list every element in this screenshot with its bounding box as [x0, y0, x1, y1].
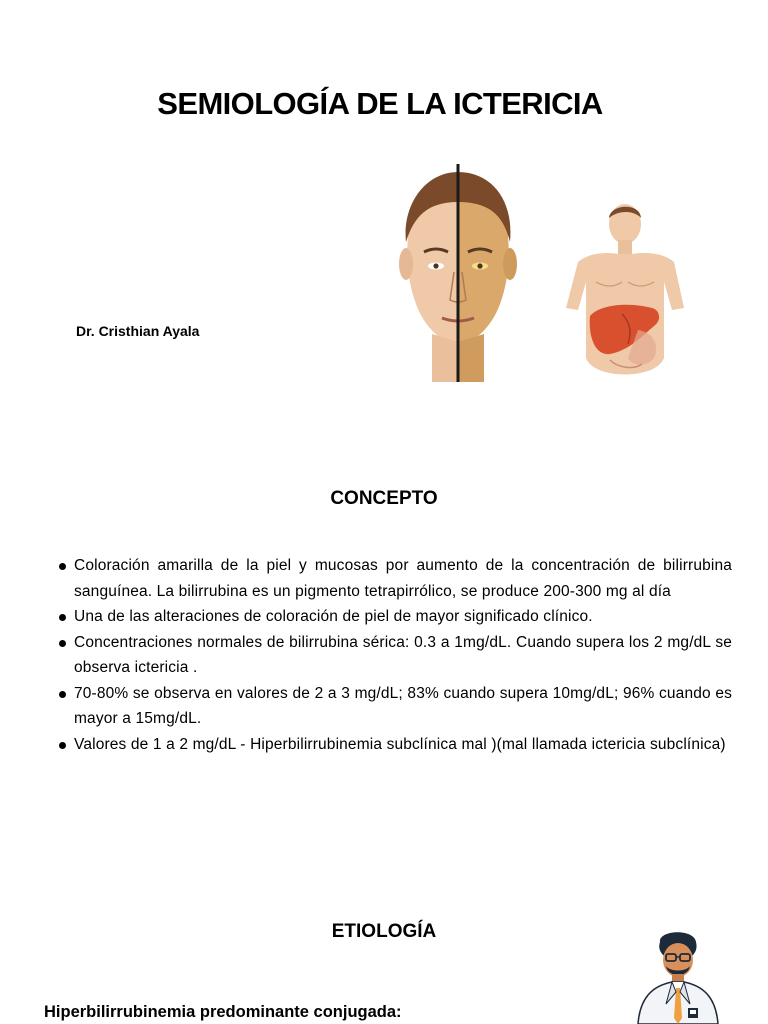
- list-item: [56, 681, 732, 732]
- list-item: [56, 732, 732, 758]
- bullet-text: 70-80% se observa en valores de 2 a 3 mg/dL; 83% cuando supera 10mg/dL; 96% cuando es mayor a 15mg/dL.: [74, 684, 732, 727]
- split-face-jaundice-illustration: [388, 164, 528, 382]
- bullet-icon: [59, 614, 66, 621]
- bullet-text: Una de las alteraciones de coloración de piel de mayor significado clínico.: [74, 608, 593, 625]
- bullet-text: Concentraciones normales de bilirrubina sérica: 0.3 a 1mg/dL. Cuando supera los 2 mg/dL se observa ictericia .: [74, 633, 732, 676]
- bullet-icon: [59, 742, 66, 749]
- bullet-icon: [59, 563, 66, 570]
- list-item: [56, 553, 732, 604]
- list-item: [56, 604, 732, 630]
- bullet-icon: [59, 691, 66, 698]
- list-item: [56, 630, 732, 681]
- torso-liver-illustration: [560, 198, 690, 386]
- etiology-subheading: Hiperbilirrubinemia predominante conjugada:: [44, 1003, 402, 1021]
- bullet-text: Coloración amarilla de la piel y mucosas por aumento de la concentración de bilirrubina sanguínea. La bilirrubina es un pigmento tetrapirrólico, se produce 200-300 mg al día: [74, 557, 732, 600]
- doctor-avatar-illustration: [628, 928, 728, 1024]
- document-title: SEMIOLOGÍA DE LA ICTERICIA: [157, 86, 603, 121]
- etiology-heading: ETIOLOGÍA: [331, 921, 437, 942]
- bullet-text: Valores de 1 a 2 mg/dL - Hiperbilirrubinemia subclínica mal )(mal llamada ictericia subclínica): [74, 735, 726, 753]
- concept-heading: CONCEPTO: [330, 488, 438, 509]
- concept-bullet-list: [56, 553, 732, 757]
- bullet-icon: [59, 640, 66, 647]
- author-name: Dr. Cristhian Ayala: [76, 323, 200, 339]
